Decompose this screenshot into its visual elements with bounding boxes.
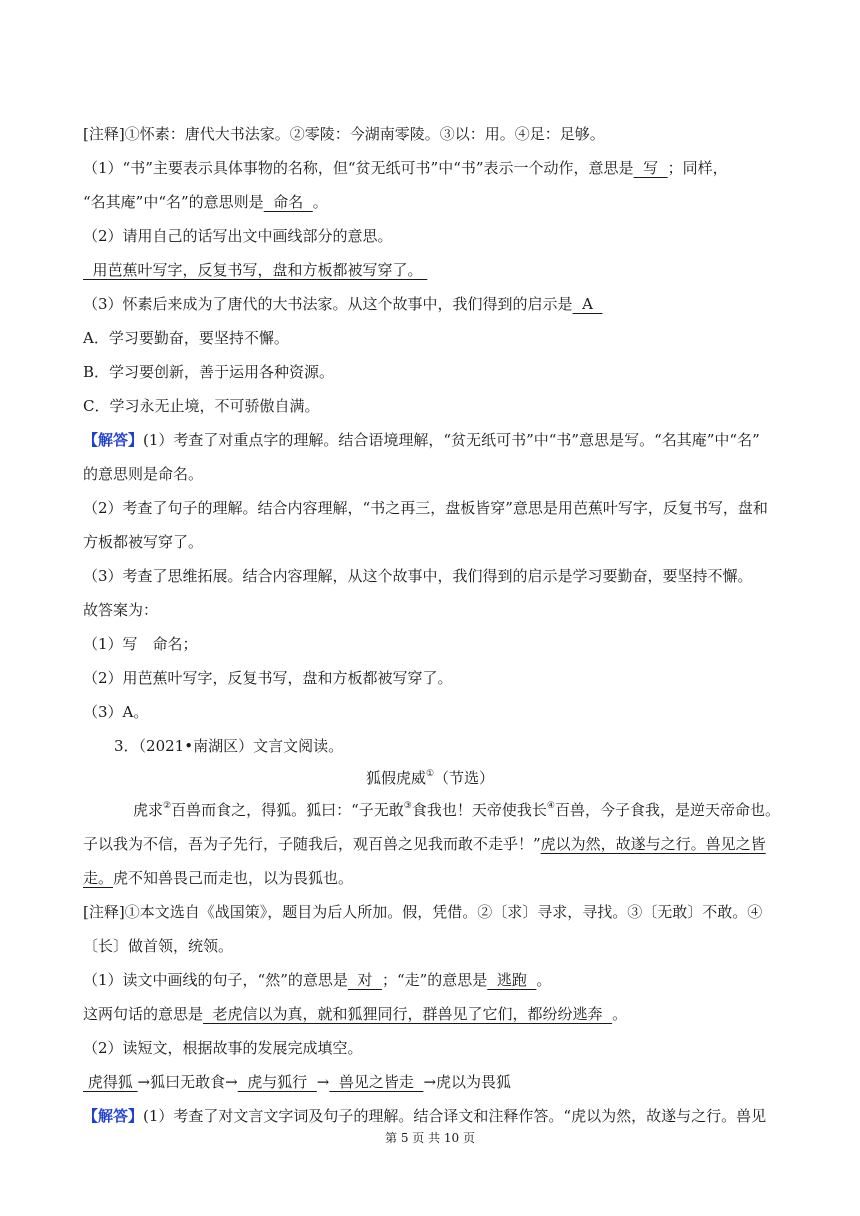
passage-line-2: 子以我为不信，吾为子先行，子随我后，观百兽之见我而敢不走乎！”虎以为然，故遂与之行。兽见之皆: [83, 835, 766, 853]
answer-1: （1）写 命名；: [83, 635, 198, 653]
answer-3: （3）A。: [83, 703, 149, 721]
question-2: （2）请用自己的话写出文中画线部分的意思。: [83, 227, 393, 245]
solution-tag: 【解答】: [83, 1107, 144, 1125]
notes-2-line-1: [注释]①本文选自《战国策》，题目为后人所加。假，凭借。②〔求〕寻求，寻找。③〔无敢〕不敢。④: [83, 903, 763, 921]
passage-line-3: 走。虎不知兽畏己而走也，以为畏狐也。: [83, 869, 354, 887]
question-2-answer: 用芭蕉叶写字，反复书写，盘和方板都被写穿了。: [83, 261, 428, 279]
story-sequence: 虎得狐 →狐曰无敢食→ 虎与狐行 → 兽见之皆走 →虎以为畏狐: [83, 1073, 512, 1091]
sub-question-2: （2）读短文，根据故事的发展完成填空。: [83, 1039, 363, 1057]
arrow-icon: →: [316, 1073, 330, 1091]
sequence-blank: 虎与狐行: [237, 1073, 317, 1091]
solution-3: （3）考查了思维拓展。结合内容理解，从这个故事中，我们得到的启示是学习要勤奋，要坚持不懈。: [83, 567, 753, 585]
page-footer: 第 5 页 共 10 页: [385, 1131, 475, 1145]
sub-question-1-meaning: 这两句话的意思是 老虎信以为真，就和狐狸同行，群兽见了它们，都纷纷逃奔 。: [83, 1005, 628, 1023]
answer-blank: 老虎信以为真，就和狐狸同行，群兽见了它们，都纷纷逃奔: [203, 1005, 613, 1023]
question-3: （3）怀素后来成为了唐代的大书法家。从这个故事中，我们得到的启示是 A: [83, 295, 603, 313]
passage-line-1: 虎求②百兽而食之，得狐。狐曰：“子无敢③食我也！天帝使我长④百兽，今子食我，是逆天帝命也。: [133, 801, 780, 819]
option-c: C．学习永无止境，不可骄傲自满。: [83, 397, 320, 415]
solution-1-line-2: 的意思则是命名。: [83, 465, 204, 483]
notes-2-line-2: 〔长〕做首领，统领。: [83, 937, 234, 955]
question-1-line-2: “名其庵”中“名”的意思则是 命名 。: [83, 193, 328, 211]
sequence-blank: 虎得狐: [83, 1073, 138, 1091]
solution-tag: 【解答】: [83, 431, 144, 449]
arrow-icon: →: [225, 1073, 238, 1091]
answer-blank: 逃跑: [487, 971, 537, 989]
answer-blank: 写: [633, 159, 668, 177]
final-solution-line: 【解答】(1）考查了对文言文字词及句子的理解。结合译文和注释作答。“虎以为然，故遂与之行。兽见: [83, 1107, 767, 1125]
arrow-icon: →: [423, 1073, 437, 1091]
sub-question-1: （1）读文中画线的句子，“然”的意思是 对 ；“走”的意思是 逃跑 。: [83, 971, 552, 989]
option-a: A．学习要勤奋，要坚持不懈。: [83, 329, 289, 347]
passage-title: 狐假虎威①（节选）: [365, 769, 495, 787]
answer-2: （2）用芭蕉叶写字，反复书写，盘和方板都被写穿了。: [83, 669, 453, 687]
solution-1-line-1: 【解答】(1）考查了对重点字的理解。结合语境理解，“贫无纸可书”中“书”意思是写。“名其庵”中“名”: [83, 431, 760, 449]
question-heading-3: 3．（2021•南湖区）文言文阅读。: [114, 737, 344, 755]
answer-blank: 命名: [263, 193, 313, 211]
answer-blank: 对: [347, 971, 382, 989]
answer-blank: A: [572, 295, 603, 313]
question-1-line-1: （1）“书”主要表示具体事物的名称，但“贫无纸可书”中“书”表示一个动作，意思是 写 ；同样，: [83, 159, 728, 177]
arrow-icon: →: [137, 1073, 151, 1091]
underlined-sentence: 虎以为然，故遂与之行。兽见之皆: [540, 835, 766, 853]
solution-2-line-1: （2）考查了句子的理解。结合内容理解，“书之再三，盘板皆穿”意思是用芭蕉叶写字，反复书写，盘和: [83, 499, 768, 517]
option-b: B．学习要创新，善于运用各种资源。: [83, 363, 335, 381]
solution-2-line-2: 方板都被写穿了。: [83, 533, 204, 551]
sequence-blank: 兽见之皆走: [329, 1073, 424, 1091]
notes-line: [注释]①怀素：唐代大书法家。②零陵：今湖南零陵。③以：用。④足：足够。: [83, 125, 605, 143]
answer-heading: 故答案为：: [83, 601, 159, 619]
